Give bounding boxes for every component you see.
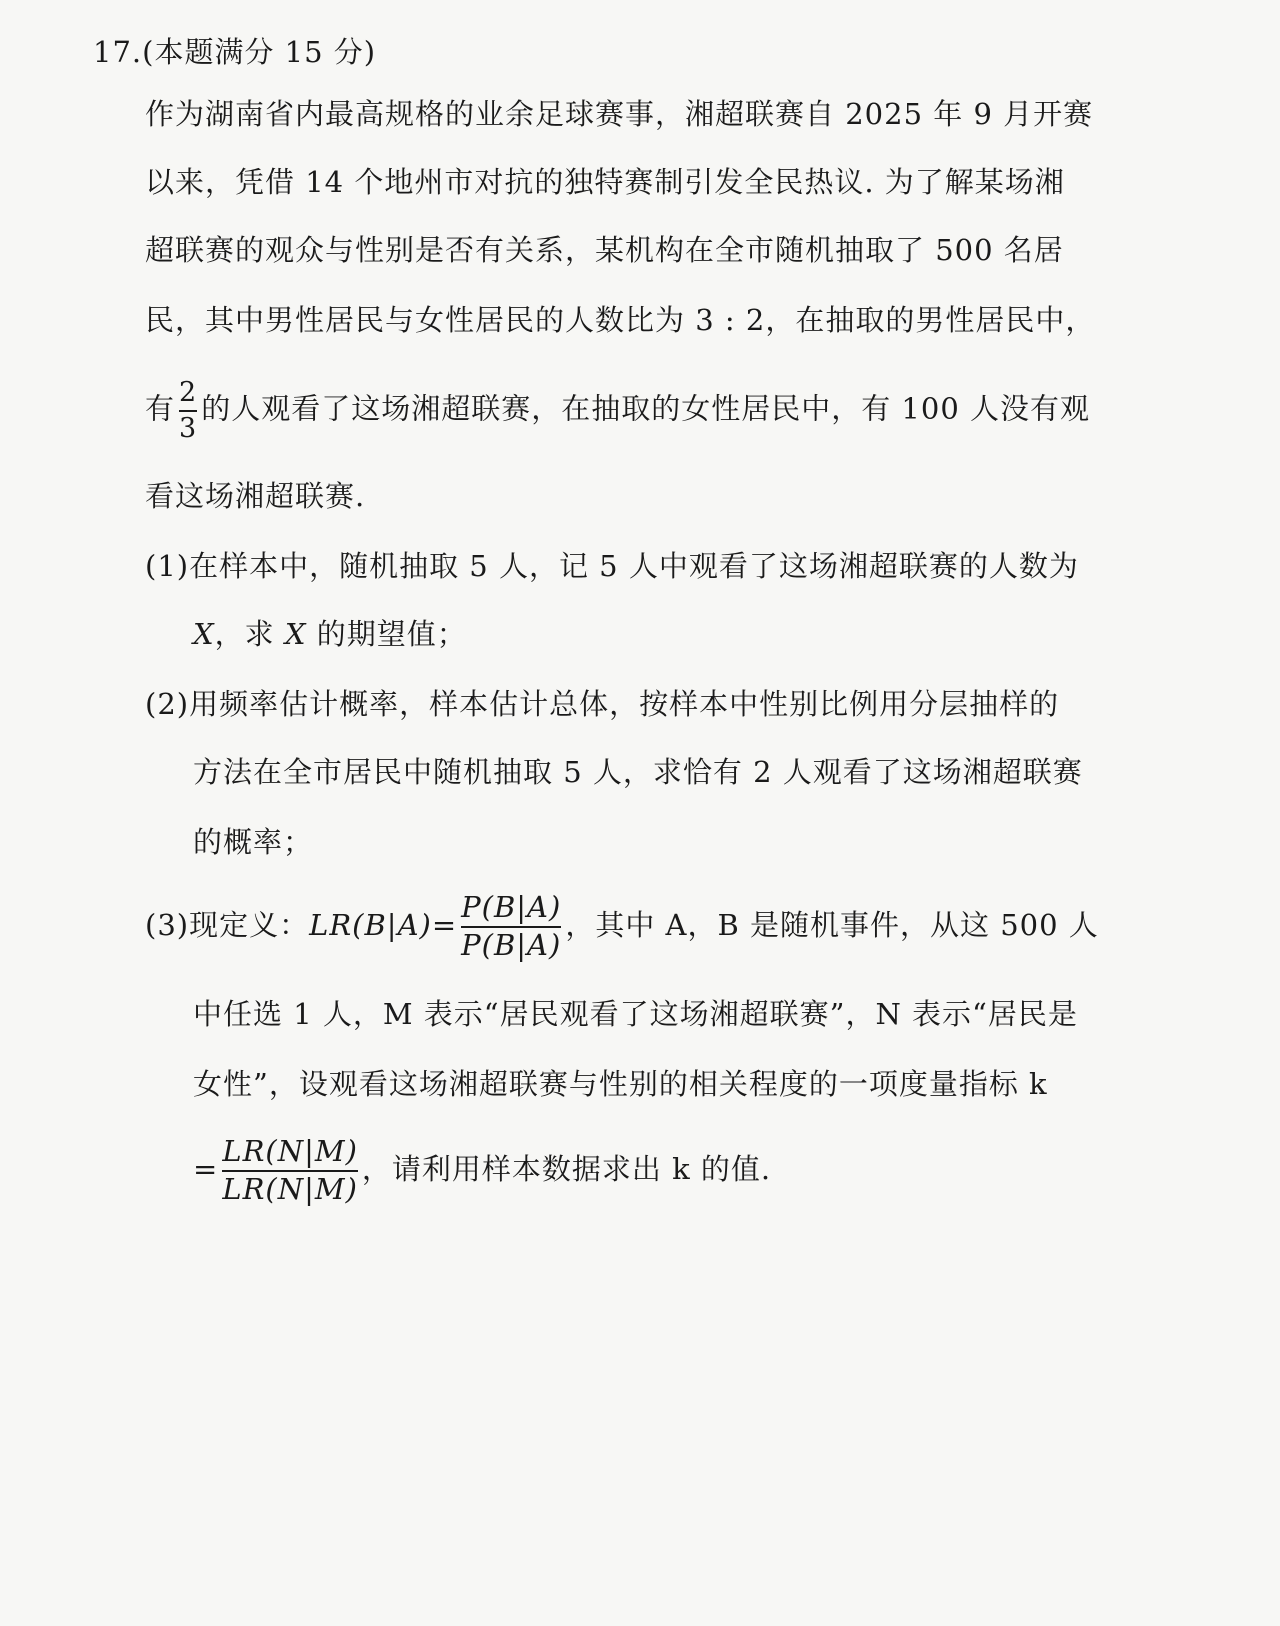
k-den-bar: $\overline{M}$ xyxy=(314,1171,346,1206)
part1-line-1: (1)在样本中，随机抽取 5 人，记 5 人中观看了这场湘超联赛的人数为 xyxy=(145,549,1079,583)
intro-line-5-post: 的人观看了这场湘超联赛，在抽取的女性居民中，有 100 人没有观 xyxy=(201,391,1090,426)
fraction-numerator: 2 xyxy=(179,377,198,408)
intro-line-5 xyxy=(145,378,1090,443)
part1-mid: ，求 xyxy=(214,617,285,651)
k-equals: = xyxy=(193,1151,219,1186)
question-number: 17. xyxy=(93,35,143,69)
part2-line-1: (2)用频率估计概率，样本估计总体，按样本中性别比例用分层抽样的 xyxy=(145,687,1060,721)
lr-den-bar: $\overline{B}$ xyxy=(493,927,517,962)
part3-line-3: 女性”，设观看这场湘超联赛与性别的相关程度的一项度量指标 k xyxy=(193,1067,1048,1101)
var-x-2: X xyxy=(284,617,307,651)
lr-numerator: P(B|A) xyxy=(461,890,562,924)
k-numerator: LR(N|M) xyxy=(222,1134,358,1168)
k-den-pre: LR(N| xyxy=(222,1171,315,1206)
part3-line-1 xyxy=(145,892,1099,962)
lr-den-post: |A) xyxy=(516,927,562,962)
score-note: (本题满分 15 分) xyxy=(142,35,377,69)
k-den-post: ) xyxy=(345,1171,358,1206)
intro-line-3: 超联赛的观众与性别是否有关系，某机构在全市随机抽取了 500 名居 xyxy=(145,233,1064,267)
question-header xyxy=(93,35,377,69)
part3-line-2: 中任选 1 人，M 表示“居民观看了这场湘超联赛”，N 表示“居民是 xyxy=(193,997,1078,1031)
part2-line-2: 方法在全市居民中随机抽取 5 人，求恰有 2 人观看了这场湘超联赛 xyxy=(193,755,1083,789)
intro-line-4: 民，其中男性居民与女性居民的人数比为 3 : 2，在抽取的男性居民中， xyxy=(145,303,1096,337)
k-fraction xyxy=(222,1136,358,1206)
lr-definition-lhs: LR(B|A)= xyxy=(309,907,458,942)
fraction-denominator: 3 xyxy=(179,412,198,444)
part1-end: 的期望值； xyxy=(306,617,467,651)
intro-line-5-pre: 有 xyxy=(145,391,176,426)
intro-line-1: 作为湖南省内最高规格的业余足球赛事，湘超联赛自 2025 年 9 月开赛 xyxy=(145,97,1094,131)
part3-end: ，请利用样本数据求出 k 的值. xyxy=(361,1151,772,1186)
part2-line-3: 的概率； xyxy=(193,825,314,859)
part1-line-2 xyxy=(193,617,467,651)
var-x: X xyxy=(193,617,215,651)
part3-lead: (3)现定义： xyxy=(145,907,310,942)
lr-den-pre: P( xyxy=(461,927,494,962)
k-denominator xyxy=(222,1171,358,1206)
intro-line-2: 以来，凭借 14 个地州市对抗的独特赛制引发全民热议. 为了解某场湘 xyxy=(145,165,1065,199)
part3-line-4 xyxy=(193,1136,771,1206)
lr-denominator xyxy=(461,927,562,962)
fraction-two-thirds xyxy=(179,378,197,443)
part3-after: ，其中 A，B 是随机事件，从这 500 人 xyxy=(565,907,1099,942)
lr-definition-fraction xyxy=(461,892,561,962)
intro-line-6: 看这场湘超联赛. xyxy=(145,479,366,513)
